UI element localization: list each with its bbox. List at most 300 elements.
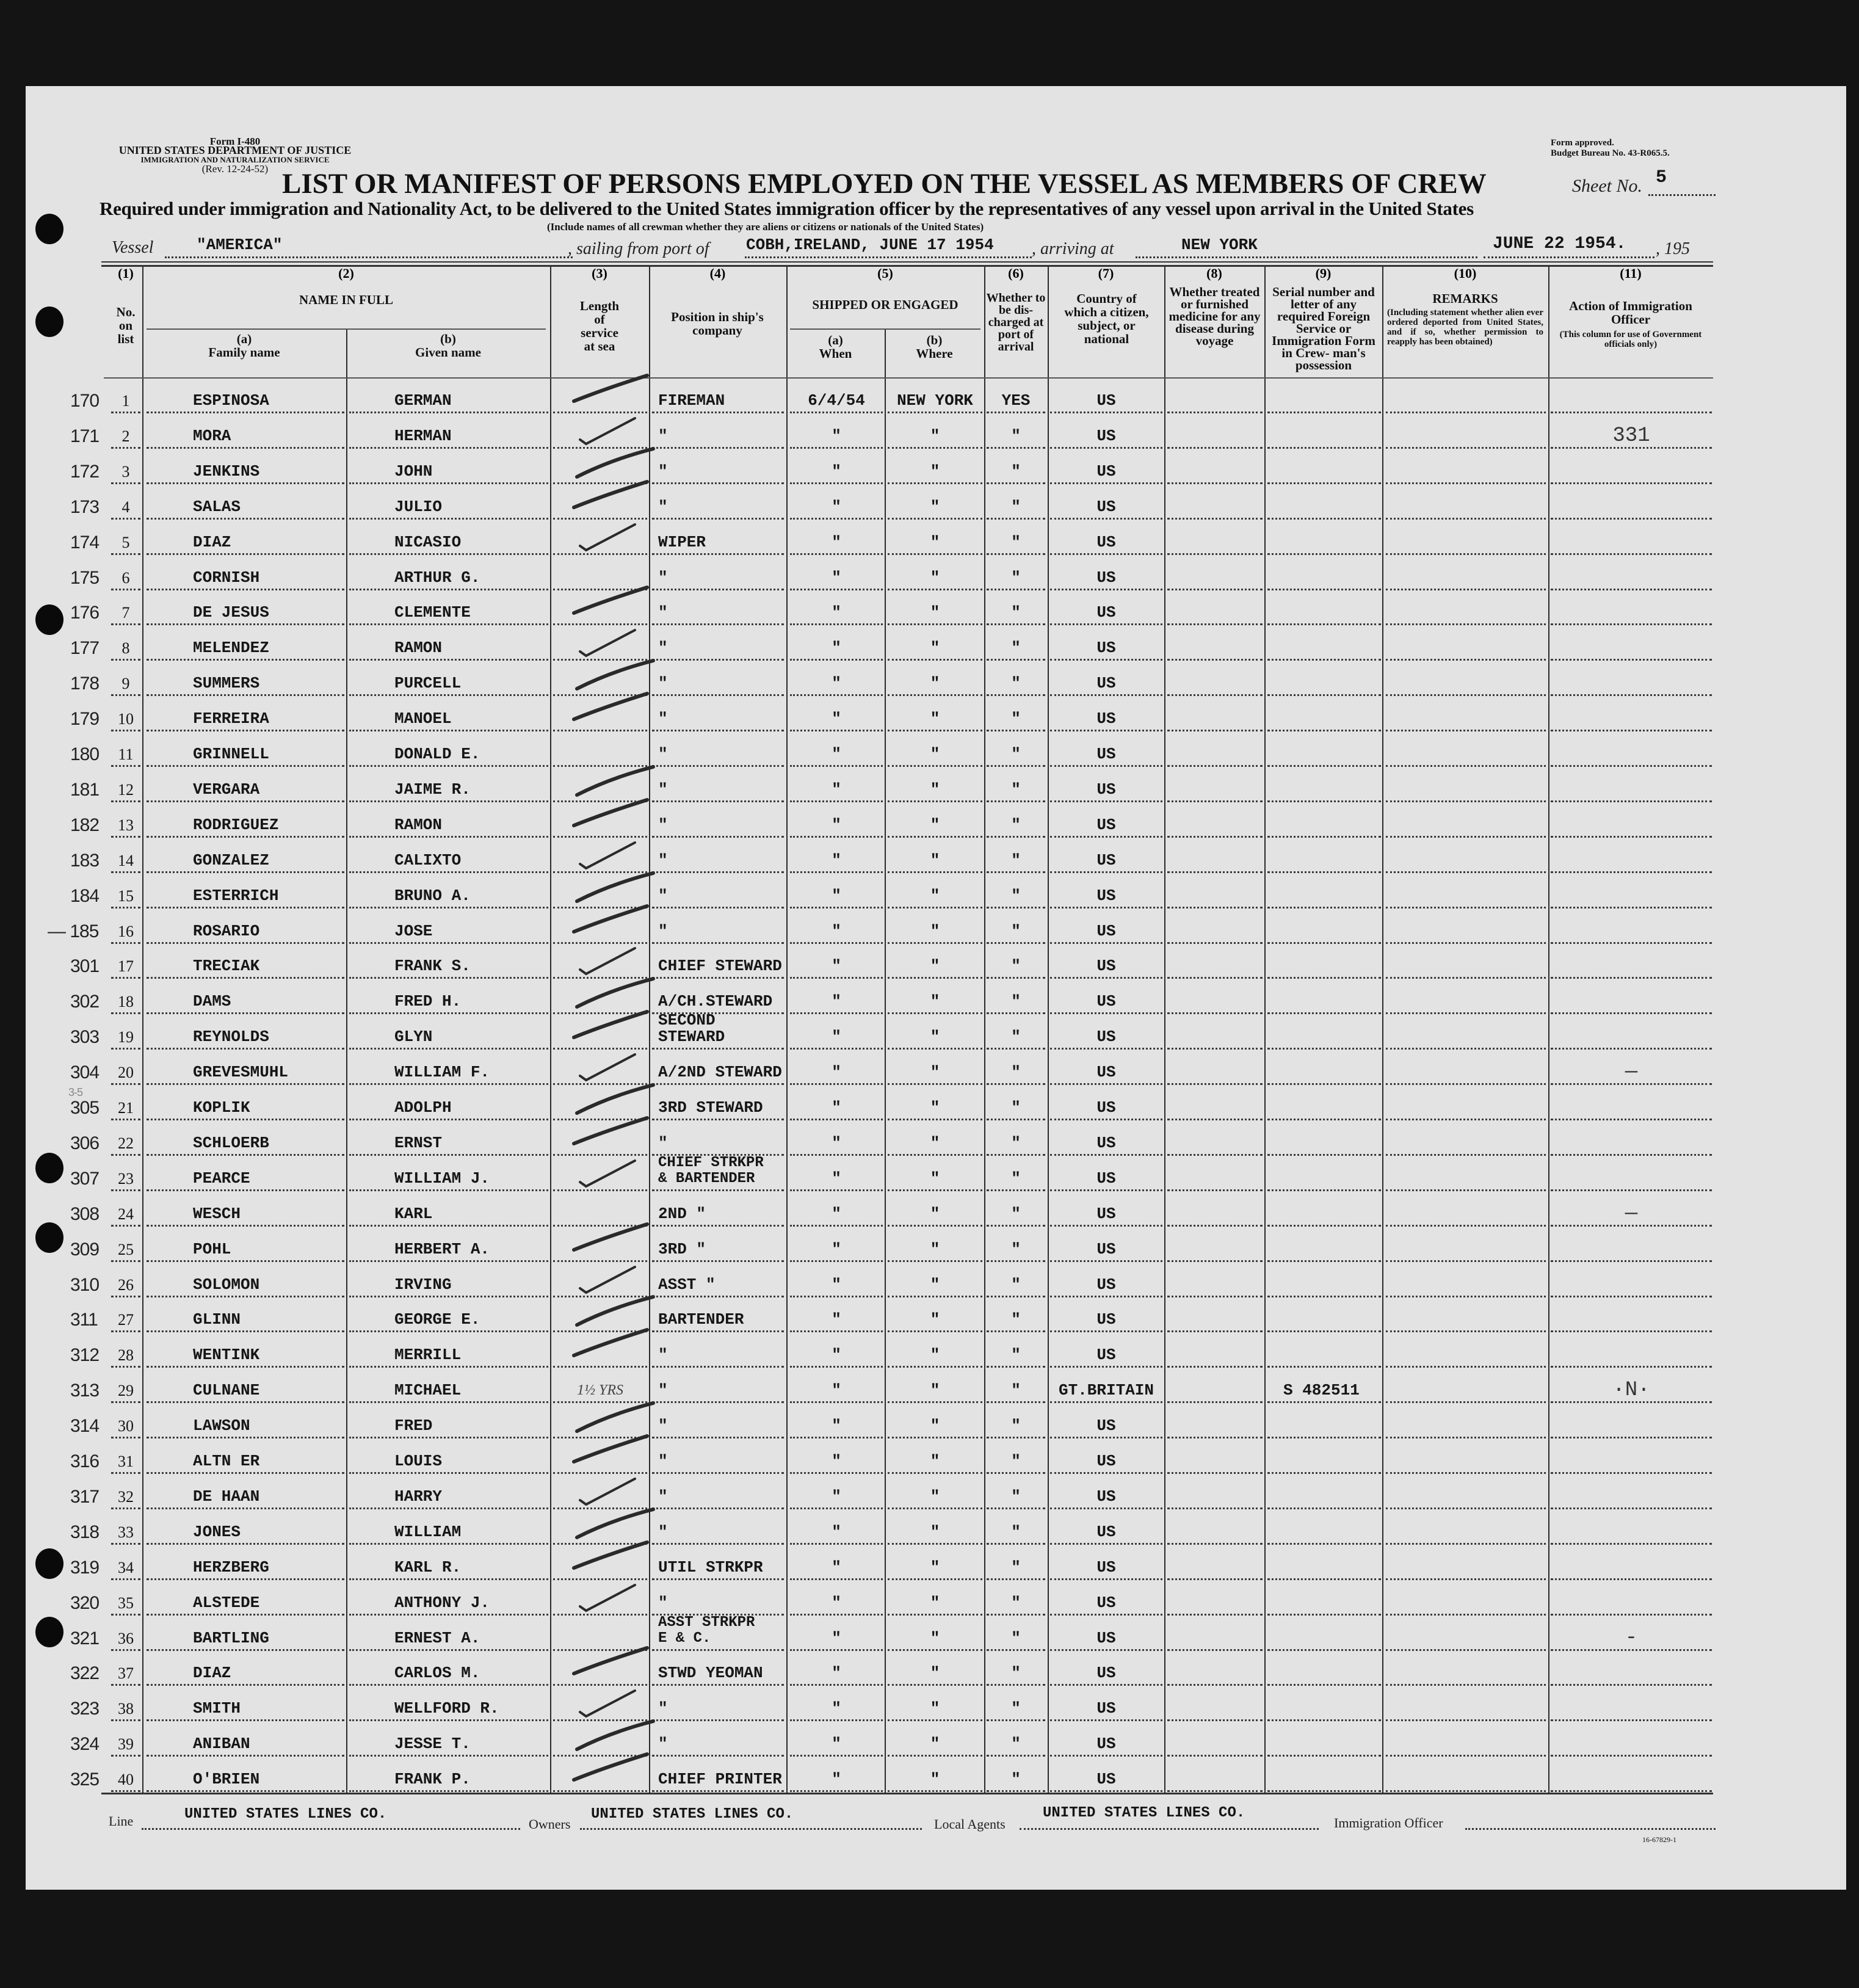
cell-remarks [1386, 521, 1546, 555]
cell-given: ADOLPH [349, 1086, 548, 1120]
cell-family: ESPINOSA [147, 379, 344, 413]
header-family-sub: (a) [236, 332, 252, 346]
owners-value: UNITED STATES LINES CO. [591, 1806, 794, 1823]
handwritten-list-number: 182 [70, 814, 100, 835]
cell-where: " [888, 1157, 982, 1191]
cell-where: " [888, 1652, 982, 1686]
cell-serial [1267, 662, 1381, 696]
cell-discharged: " [987, 1581, 1045, 1616]
cell-discharged: " [987, 804, 1045, 838]
cell-when: " [790, 980, 883, 1014]
cell-action [1551, 1157, 1712, 1191]
cell-serial [1267, 733, 1381, 767]
cell-action [1551, 1722, 1712, 1757]
cell-when: " [790, 521, 883, 555]
cell-no: 14 [111, 839, 140, 873]
cell-when: " [790, 1051, 883, 1085]
cell-family: PEARCE [147, 1157, 344, 1191]
cell-country: US [1050, 768, 1162, 802]
header-serial: Serial number and letter of any required Foreign Service or Immigration Form in Crew- man's possession [1272, 285, 1375, 372]
cell-action [1551, 768, 1712, 802]
cell-medicine [1167, 1758, 1263, 1792]
cell-no: 18 [111, 980, 140, 1014]
cell-serial [1267, 768, 1381, 802]
handwritten-list-number: 307 [70, 1168, 100, 1189]
cell-given: WILLIAM [349, 1511, 548, 1545]
cell-country: US [1050, 1687, 1162, 1721]
handwritten-list-number: 176 [70, 603, 100, 623]
cell-action [1551, 450, 1712, 484]
cell-medicine [1167, 1015, 1263, 1050]
cell-country: US [1050, 521, 1162, 555]
cell-where: " [888, 804, 982, 838]
cell-remarks [1386, 1015, 1546, 1050]
cell-medicine [1167, 980, 1263, 1014]
cell-discharged: " [987, 1617, 1045, 1651]
cell-family: ESTERRICH [147, 874, 344, 909]
cell-family: DAMS [147, 980, 344, 1014]
cell-where: " [888, 521, 982, 555]
cell-given: JOHN [349, 450, 548, 484]
cell-serial [1267, 945, 1381, 979]
cell-discharged: " [987, 945, 1045, 979]
cell-given: KARL R. [349, 1546, 548, 1580]
cell-remarks [1386, 450, 1546, 484]
cell-serial [1267, 626, 1381, 661]
cell-where: NEW YORK [888, 379, 982, 413]
cell-country: US [1050, 1333, 1162, 1368]
vessel-label: Vessel [112, 238, 154, 257]
cell-when: " [790, 804, 883, 838]
cell-family: DIAZ [147, 521, 344, 555]
cell-medicine [1167, 1051, 1263, 1085]
cell-where: " [888, 485, 982, 520]
cell-position: " [652, 839, 784, 873]
cell-no: 30 [111, 1404, 140, 1438]
cell-serial [1267, 1758, 1381, 1792]
cell-medicine [1167, 1475, 1263, 1509]
form-approved: Form approved. [1551, 138, 1614, 148]
cell-where: " [888, 662, 982, 696]
cell-discharged: " [987, 1758, 1045, 1792]
col-num-11: (11) [1620, 266, 1642, 281]
cell-medicine [1167, 591, 1263, 625]
cell-when: " [790, 415, 883, 449]
vessel-name: "AMERICA" [197, 236, 283, 254]
officer-underline [1465, 1828, 1716, 1830]
cell-no: 25 [111, 1228, 140, 1262]
cell-when: " [790, 1758, 883, 1792]
cell-serial [1267, 1687, 1381, 1721]
handwritten-list-number: 323 [70, 1699, 100, 1719]
cell-serial [1267, 1511, 1381, 1545]
cell-medicine [1167, 521, 1263, 555]
cell-when: " [790, 910, 883, 944]
col-num-6: (6) [1008, 266, 1024, 281]
cell-given: ARTHUR G. [349, 556, 548, 590]
cell-when: " [790, 1157, 883, 1191]
cell-given: FRANK P. [349, 1758, 548, 1792]
cell-country: US [1050, 1157, 1162, 1191]
handwritten-list-number: 183 [70, 850, 100, 871]
cell-serial [1267, 697, 1381, 731]
col-num-9: (9) [1315, 266, 1332, 281]
cell-position: WIPER [652, 521, 784, 555]
cell-when: " [790, 1581, 883, 1616]
handwritten-list-number: 178 [70, 673, 100, 694]
cell-family: ALTN ER [147, 1440, 344, 1474]
table-row [0, 767, 1859, 802]
cell-remarks [1386, 1475, 1546, 1509]
cell-given: RAMON [349, 804, 548, 838]
cell-given: MANOEL [349, 697, 548, 731]
cell-medicine [1167, 1228, 1263, 1262]
cell-serial [1267, 1404, 1381, 1438]
cell-no: 10 [111, 697, 140, 731]
cell-remarks [1386, 1617, 1546, 1651]
cell-family: WENTINK [147, 1333, 344, 1368]
cell-family: GREVESMUHL [147, 1051, 344, 1085]
cell-remarks [1386, 1086, 1546, 1120]
cell-action [1551, 1687, 1712, 1721]
table-row [0, 1011, 1859, 1050]
arrival-date: JUNE 22 1954. [1493, 234, 1626, 253]
cell-given: KARL [349, 1192, 548, 1227]
cell-country: US [1050, 1440, 1162, 1474]
cell-medicine [1167, 1440, 1263, 1474]
cell-family: JONES [147, 1511, 344, 1545]
cell-remarks [1386, 1687, 1546, 1721]
cell-serial [1267, 1652, 1381, 1686]
cell-where: " [888, 591, 982, 625]
cell-discharged: " [987, 1404, 1045, 1438]
cell-serial [1267, 839, 1381, 873]
cell-serial [1267, 1333, 1381, 1368]
table-row [0, 838, 1859, 873]
cell-action [1551, 1546, 1712, 1580]
handwritten-list-number: — 185 [48, 921, 99, 941]
cell-where: " [888, 1758, 982, 1792]
cell-remarks [1386, 1369, 1546, 1403]
cell-country: US [1050, 450, 1162, 484]
cell-serial [1267, 1122, 1381, 1156]
cell-country: US [1050, 662, 1162, 696]
cell-position: " [652, 662, 784, 696]
cell-no: 11 [111, 733, 140, 767]
table-row [0, 1156, 1859, 1191]
cell-serial [1267, 1440, 1381, 1474]
cell-discharged: " [987, 1192, 1045, 1227]
cell-action: - [1551, 1617, 1712, 1651]
cell-where: " [888, 450, 982, 484]
date-line [1484, 256, 1654, 258]
handwritten-list-number: 316 [70, 1451, 100, 1471]
cell-medicine [1167, 910, 1263, 944]
cell-where: " [888, 733, 982, 767]
cell-country: US [1050, 945, 1162, 979]
cell-where: " [888, 1051, 982, 1085]
cell-no: 37 [111, 1652, 140, 1686]
table-row [0, 520, 1859, 555]
sailing-line [745, 256, 1032, 258]
cell-family: SCHLOERB [147, 1122, 344, 1156]
cell-where: " [888, 1228, 982, 1262]
cell-position: " [652, 874, 784, 909]
cell-when: " [790, 1617, 883, 1651]
print-code: 16-67829-1 [1642, 1835, 1676, 1844]
table-row [0, 555, 1859, 590]
cell-country: US [1050, 733, 1162, 767]
cell-serial [1267, 1581, 1381, 1616]
cell-no: 32 [111, 1475, 140, 1509]
approval-block [1551, 138, 1670, 159]
line-underline [142, 1828, 520, 1830]
cell-given: CLEMENTE [349, 591, 548, 625]
cell-serial [1267, 1157, 1381, 1191]
cell-remarks [1386, 910, 1546, 944]
row-21-annotation: 3-5 [68, 1086, 83, 1098]
table-row [0, 696, 1859, 731]
cell-serial [1267, 1617, 1381, 1651]
cell-discharged: " [987, 1511, 1045, 1545]
cell-medicine [1167, 945, 1263, 979]
table-row [0, 1721, 1859, 1757]
cell-position: " [652, 1581, 784, 1616]
cell-serial [1267, 1546, 1381, 1580]
handwritten-list-number: 321 [70, 1628, 100, 1649]
cell-country: US [1050, 1051, 1162, 1085]
cell-position: ASST " [652, 1263, 784, 1297]
cell-action [1551, 1440, 1712, 1474]
cell-position: " [652, 1404, 784, 1438]
cell-position: CHIEF PRINTER [652, 1758, 784, 1792]
subtitle: Required under immigration and Nationality Act, to be delivered to the United States immigration officer by the representatives of any vessel upon arrival in the United States [100, 198, 1474, 219]
cell-medicine [1167, 1157, 1263, 1191]
cell-when: " [790, 768, 883, 802]
cell-medicine [1167, 1298, 1263, 1332]
cell-given: BRUNO A. [349, 874, 548, 909]
cell-position: STWD YEOMAN [652, 1652, 784, 1686]
cell-medicine [1167, 874, 1263, 909]
cell-no: 31 [111, 1440, 140, 1474]
table-row [0, 1509, 1859, 1545]
cell-given: LOUIS [349, 1440, 548, 1474]
cell-where: " [888, 980, 982, 1014]
table-row [0, 413, 1859, 449]
cell-medicine [1167, 1581, 1263, 1616]
cell-family: DE HAAN [147, 1475, 344, 1509]
cell-discharged: " [987, 768, 1045, 802]
cell-given: GLYN [349, 1015, 548, 1050]
cell-serial [1267, 1015, 1381, 1050]
table-row [0, 1227, 1859, 1262]
cell-action [1551, 980, 1712, 1014]
cell-medicine [1167, 626, 1263, 661]
col-num-5: (5) [877, 266, 893, 281]
cell-when: " [790, 1687, 883, 1721]
cell-country: US [1050, 1722, 1162, 1757]
cell-action [1551, 839, 1712, 873]
cell-discharged: " [987, 485, 1045, 520]
handwritten-list-number: 171 [70, 426, 100, 446]
cell-length [553, 1758, 647, 1792]
cell-no: 5 [111, 521, 140, 555]
cell-country: US [1050, 1617, 1162, 1651]
cell-serial [1267, 591, 1381, 625]
cell-remarks [1386, 1192, 1546, 1227]
cell-discharged: " [987, 1228, 1045, 1262]
header-name-in-full: NAME IN FULL [299, 292, 393, 307]
cell-given: PURCELL [349, 662, 548, 696]
col-num-8: (8) [1206, 266, 1222, 281]
header-remarks: REMARKS [1432, 291, 1498, 306]
cell-remarks [1386, 839, 1546, 873]
cell-medicine [1167, 1511, 1263, 1545]
cell-action [1551, 733, 1712, 767]
table-row [0, 1191, 1859, 1227]
cell-given: RAMON [349, 626, 548, 661]
cell-medicine [1167, 1086, 1263, 1120]
cell-given: ERNST [349, 1122, 548, 1156]
cell-given: DONALD E. [349, 733, 548, 767]
cell-action [1551, 1475, 1712, 1509]
cell-serial [1267, 450, 1381, 484]
cell-where: " [888, 415, 982, 449]
handwritten-list-number: 304 [70, 1062, 100, 1083]
cell-position: CHIEF STEWARD [652, 945, 784, 979]
table-row [0, 1120, 1859, 1156]
cell-no: 7 [111, 591, 140, 625]
handwritten-list-number: 311 [70, 1310, 98, 1330]
cell-country: US [1050, 839, 1162, 873]
cell-given: IRVING [349, 1263, 548, 1297]
cell-when: " [790, 591, 883, 625]
cell-where: " [888, 1263, 982, 1297]
table-row [0, 625, 1859, 661]
table-row [0, 1368, 1859, 1403]
cell-remarks [1386, 626, 1546, 661]
cell-position: 3RD " [652, 1228, 784, 1262]
cell-given: HARRY [349, 1475, 548, 1509]
cell-remarks [1386, 697, 1546, 731]
handwritten-list-number: 322 [70, 1663, 100, 1684]
handwritten-list-number: 179 [70, 709, 100, 730]
header-where-sub: (b) [926, 333, 943, 347]
header-when: When [819, 346, 852, 361]
handwritten-list-number: 324 [70, 1734, 100, 1755]
handwritten-list-number: 177 [70, 638, 100, 659]
cell-medicine [1167, 697, 1263, 731]
cell-country: US [1050, 1263, 1162, 1297]
table-row [0, 1580, 1859, 1616]
cell-remarks [1386, 1263, 1546, 1297]
cell-action: 331 [1551, 415, 1712, 449]
cell-medicine [1167, 768, 1263, 802]
cell-when: 6/4/54 [790, 379, 883, 413]
header-action-note: (This column for use of Government officials only) [1559, 330, 1702, 349]
cell-when: " [790, 1298, 883, 1332]
cell-remarks [1386, 1440, 1546, 1474]
cell-discharged: " [987, 1122, 1045, 1156]
agents-value: UNITED STATES LINES CO. [1043, 1805, 1245, 1821]
line-label: Line [109, 1813, 134, 1829]
cell-country: US [1050, 1546, 1162, 1580]
cell-medicine [1167, 1333, 1263, 1368]
service: IMMIGRATION AND NATURALIZATION SERVICE [140, 155, 330, 164]
table-row [0, 1650, 1859, 1686]
budget-bureau: Budget Bureau No. 43-R065.5. [1551, 148, 1670, 158]
handwritten-list-number: 310 [70, 1274, 100, 1295]
cell-discharged: " [987, 980, 1045, 1014]
cell-family: BARTLING [147, 1617, 344, 1651]
cell-given: FRED [349, 1404, 548, 1438]
cell-given: GEORGE E. [349, 1298, 548, 1332]
cell-country: US [1050, 379, 1162, 413]
cell-remarks [1386, 1122, 1546, 1156]
cell-where: " [888, 1687, 982, 1721]
cell-length [553, 697, 647, 731]
col-num-7: (7) [1098, 266, 1114, 281]
table-row [0, 731, 1859, 767]
cell-when: " [790, 1369, 883, 1403]
cell-discharged: " [987, 839, 1045, 873]
cell-given: CALIXTO [349, 839, 548, 873]
cell-no: 23 [111, 1157, 140, 1191]
cell-where: " [888, 697, 982, 731]
cell-no: 33 [111, 1511, 140, 1545]
cell-where: " [888, 1298, 982, 1332]
cell-where: " [888, 945, 982, 979]
department: UNITED STATES DEPARTMENT OF JUSTICE [118, 144, 352, 156]
col-num-2: (2) [338, 266, 354, 281]
handwritten-list-number: 325 [70, 1769, 100, 1790]
cell-where: " [888, 556, 982, 590]
header-given-sub: (b) [440, 332, 456, 346]
cell-no: 29 [111, 1369, 140, 1403]
cell-serial [1267, 415, 1381, 449]
cell-serial [1267, 1192, 1381, 1227]
cell-action [1551, 591, 1712, 625]
cell-action [1551, 1122, 1712, 1156]
cell-discharged: " [987, 450, 1045, 484]
cell-discharged: " [987, 697, 1045, 731]
table-row [0, 909, 1859, 944]
handwritten-list-number: 173 [70, 496, 100, 517]
cell-action [1551, 485, 1712, 520]
table-row [0, 943, 1859, 979]
arriving-at: NEW YORK [1181, 236, 1258, 254]
cell-action [1551, 662, 1712, 696]
cell-when: " [790, 1333, 883, 1368]
cell-discharged: " [987, 626, 1045, 661]
cell-country: US [1050, 1228, 1162, 1262]
cell-country: US [1050, 485, 1162, 520]
cell-no: 19 [111, 1015, 140, 1050]
table-row [0, 1545, 1859, 1580]
cell-when: " [790, 662, 883, 696]
cell-given: NICASIO [349, 521, 548, 555]
cell-position: " [652, 626, 784, 661]
cell-country: US [1050, 1192, 1162, 1227]
cell-no: 20 [111, 1051, 140, 1085]
cell-where: " [888, 1404, 982, 1438]
table-row [0, 979, 1859, 1014]
cell-family: KOPLIK [147, 1086, 344, 1120]
cell-remarks [1386, 1298, 1546, 1332]
arriving-line [1136, 256, 1477, 258]
cell-action [1551, 1086, 1712, 1120]
cell-country: US [1050, 556, 1162, 590]
